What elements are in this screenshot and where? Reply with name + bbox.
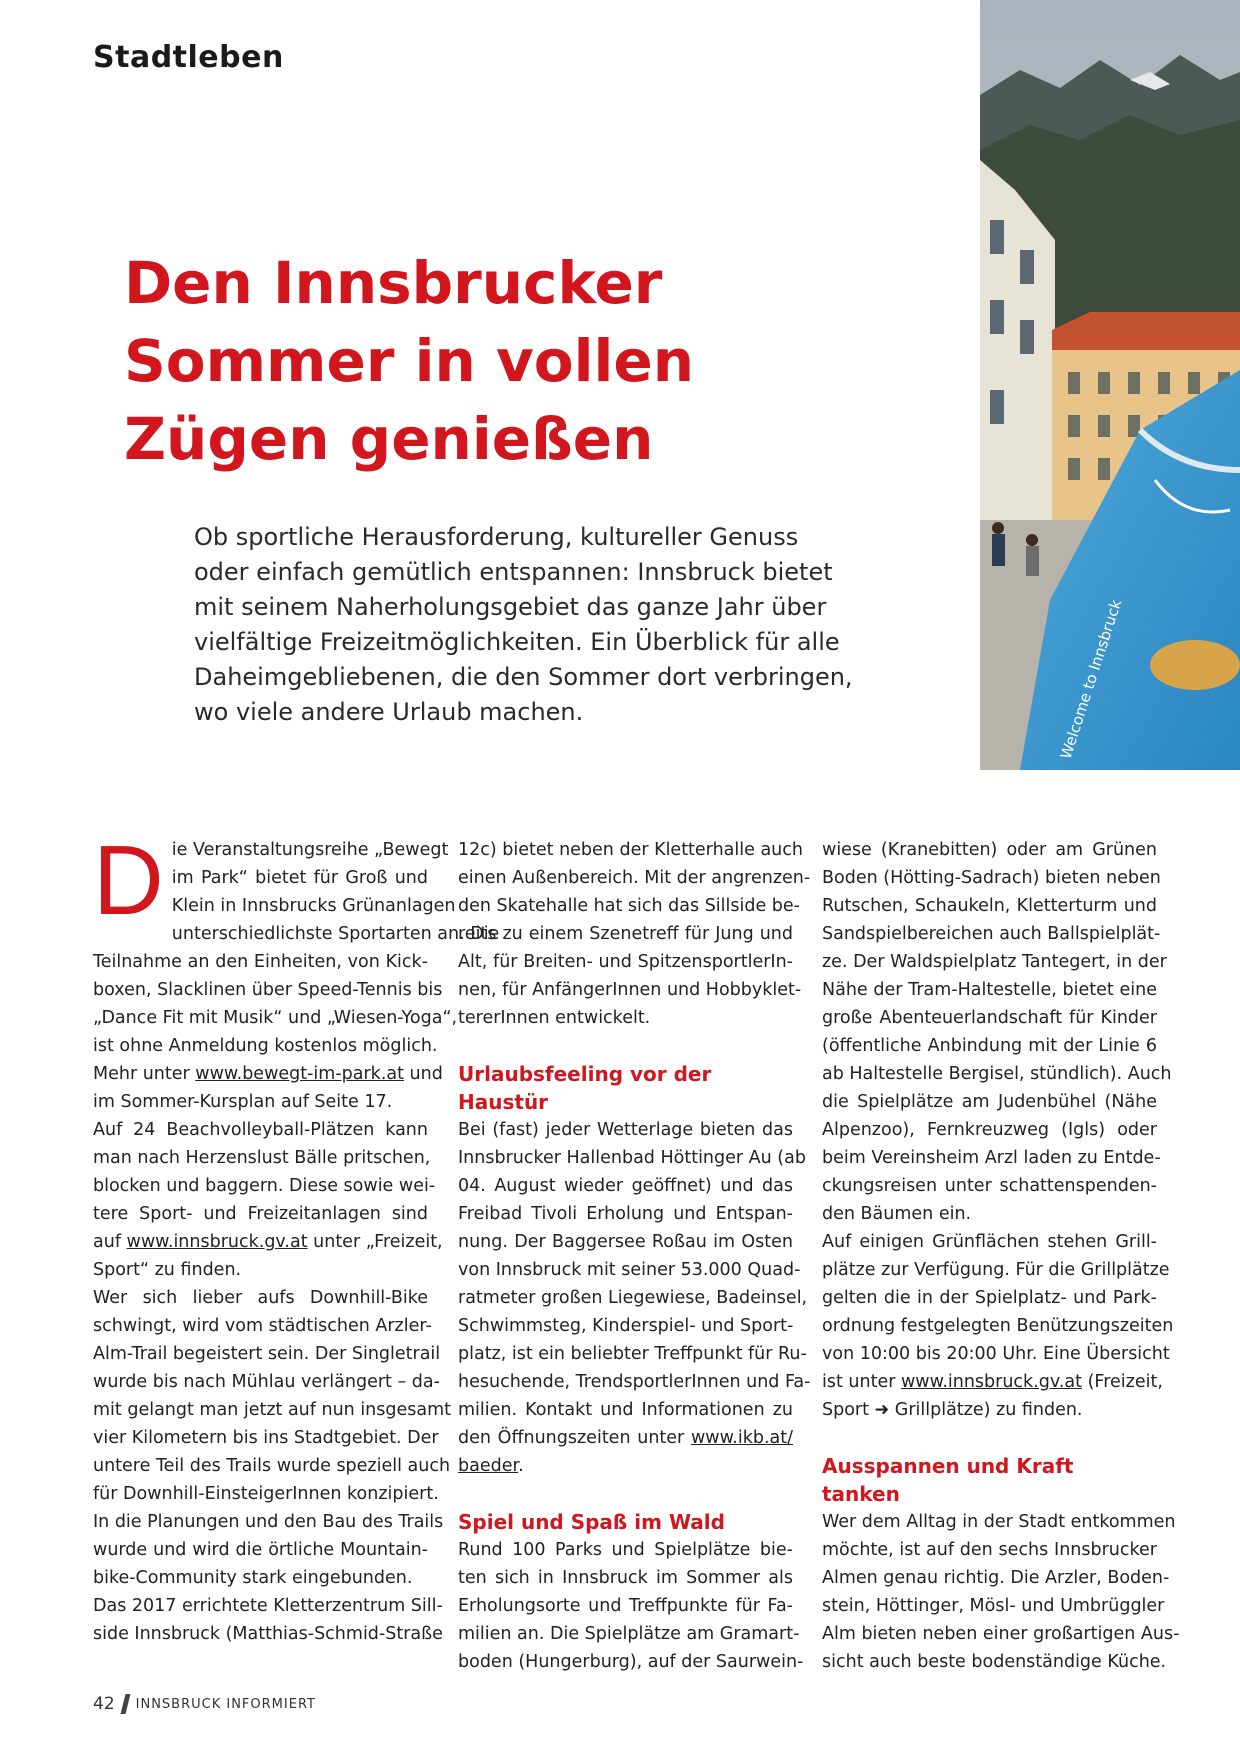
text-line: Auf einigen Grünflächen stehen Grill- bbox=[822, 1232, 1157, 1252]
text-line: reits zu einem Szenetreff für Jung und bbox=[458, 924, 793, 944]
text-line: ie Veranstaltungsreihe „Bewegt bbox=[171, 840, 449, 860]
text-line: 12c) bietet neben der Kletterhalle auch bbox=[458, 840, 803, 860]
text-line: ordnung festgelegten Benützungszeiten bbox=[822, 1316, 1174, 1336]
text-line: auf www.innsbruck.gv.at unter „Freizeit, bbox=[93, 1232, 443, 1252]
lead-line: oder einfach gemütlich entspannen: Innsbruck bietet bbox=[194, 558, 833, 586]
text-line: ze. Der Waldspielplatz Tantegert, in der bbox=[822, 952, 1167, 972]
text-line: den Skatehalle hat sich das Sillside be- bbox=[458, 896, 800, 916]
text-line: Alt, für Breiten- und SpitzensportlerIn- bbox=[458, 952, 793, 972]
text-line: Almen genau richtig. Die Arzler, Boden- bbox=[822, 1568, 1170, 1588]
text-line: blocken und baggern. Diese sowie wei- bbox=[93, 1176, 436, 1196]
link-innsbruck-gv-grill[interactable]: www.innsbruck.gv.at bbox=[900, 1372, 1083, 1392]
lead-line: wo viele andere Urlaub machen. bbox=[194, 698, 584, 726]
text-line: Erholungsorte und Treffpunkte für Fa- bbox=[458, 1596, 793, 1616]
text-line: ckungsreisen unter schattenspenden- bbox=[822, 1176, 1157, 1196]
text-line: möchte, ist auf den sechs Innsbrucker bbox=[822, 1540, 1157, 1560]
text-line: Alm bieten neben einer großartigen Aus- bbox=[822, 1624, 1180, 1644]
text-line: ten sich in Innsbruck im Sommer als bbox=[458, 1568, 793, 1588]
text-line: den Öffnungszeiten unter www.ikb.at/ bbox=[458, 1428, 793, 1448]
text-line: tere Sport- und Freizeitanlagen sind bbox=[93, 1204, 428, 1224]
text-line: Teilnahme an den Einheiten, von Kick- bbox=[93, 952, 428, 972]
text-line: den Bäumen ein. bbox=[822, 1204, 972, 1224]
text-line: Wer sich lieber aufs Downhill-Bike bbox=[93, 1288, 428, 1308]
text-line: Wer dem Alltag in der Stadt entkommen bbox=[822, 1512, 1176, 1532]
headline-line: Sommer in vollen bbox=[124, 327, 695, 395]
text-line: große Abenteuerlandschaft für Kinder bbox=[822, 1008, 1157, 1028]
text-line: schwingt, wird vom städtischen Arzler- bbox=[93, 1316, 432, 1336]
sign-small-text: Welcome to Innsbruck bbox=[1056, 597, 1126, 762]
text-line: plätze zur Verfügung. Für die Grillplätze bbox=[822, 1260, 1170, 1280]
dropcap: D bbox=[93, 825, 164, 935]
text-line: sicht auch beste bodenständige Küche. bbox=[822, 1652, 1167, 1672]
text-line: Nähe der Tram-Haltestelle, bietet eine bbox=[822, 980, 1157, 1000]
text-line: ist ohne Anmeldung kostenlos möglich. bbox=[93, 1036, 438, 1056]
text-line: beim Vereinsheim Arzl laden zu Entde- bbox=[822, 1148, 1161, 1168]
text-line: boxen, Slacklinen über Speed-Tennis bis bbox=[93, 980, 443, 1000]
text-line: In die Planungen und den Bau des Trails bbox=[93, 1512, 444, 1532]
text-line: Rutschen, Schaukeln, Kletterturm und bbox=[822, 896, 1157, 916]
link-bewegt-im-park[interactable]: www.bewegt-im-park.at bbox=[195, 1064, 404, 1084]
page-footer bbox=[93, 1694, 316, 1714]
text-line: unterschiedlichste Sportarten an. Die bbox=[171, 924, 500, 944]
text-line: Bei (fast) jeder Wetterlage bieten das bbox=[458, 1120, 793, 1140]
text-line: Freibad Tivoli Erholung und Entspan- bbox=[458, 1204, 793, 1224]
text-line: einen Außenbereich. Mit der angrenzen- bbox=[458, 868, 811, 888]
text-line: side Innsbruck (Matthias-Schmid-Straße bbox=[93, 1624, 443, 1644]
text-line: Alm-Trail begeistert sein. Der Singletrail bbox=[93, 1344, 441, 1364]
text-line: Sport“ zu finden. bbox=[93, 1260, 242, 1280]
text-line: tererInnen entwickelt. bbox=[458, 1008, 651, 1028]
subheading-spiel-spass: Spiel und Spaß im Wald bbox=[458, 1510, 725, 1534]
link-innsbruck-gv[interactable]: www.innsbruck.gv.at bbox=[126, 1232, 308, 1252]
text-line: (öffentliche Anbindung mit der Linie 6 bbox=[822, 1036, 1157, 1056]
text-line: ist unter www.innsbruck.gv.at (Freizeit, bbox=[822, 1372, 1163, 1392]
text-line: baeder. bbox=[458, 1456, 524, 1476]
text-line: platz, ist ein beliebter Treffpunkt für Ru- bbox=[458, 1344, 807, 1364]
text-line: nen, für AnfängerInnen und Hobbyklet- bbox=[458, 980, 802, 1000]
text-line: Sport ➜ Grillplätze) zu finden. bbox=[822, 1400, 1083, 1420]
link-ikb-baeder-cont[interactable]: baeder bbox=[458, 1456, 519, 1476]
text-line: bike-Community stark eingebunden. bbox=[93, 1568, 413, 1588]
text-line: Boden (Hötting-Sadrach) bieten neben bbox=[822, 868, 1161, 888]
headline-line: Den Innsbrucker bbox=[124, 249, 663, 317]
text-line: ratmeter großen Liegewiese, Badeinsel, bbox=[458, 1288, 808, 1308]
lead-line: Ob sportliche Herausforderung, kultureller Genuss bbox=[194, 523, 799, 551]
subheading-urlaubsfeeling: Urlaubsfeeling vor der Haustür bbox=[458, 1062, 712, 1114]
text-line: man nach Herzenslust Bälle pritschen, bbox=[93, 1148, 431, 1168]
section-label: Stadtleben bbox=[93, 40, 284, 75]
text-line: Das 2017 errichtete Kletterzentrum Sill- bbox=[93, 1596, 443, 1616]
hero-photo bbox=[980, 0, 1240, 770]
text-line: milien. Kontakt und Informationen zu bbox=[458, 1400, 793, 1420]
text-line: vier Kilometern bis ins Stadtgebiet. Der bbox=[93, 1428, 439, 1448]
lead-line: Daheimgebliebenen, die den Sommer dort verbringen, bbox=[194, 663, 853, 691]
text-line: boden (Hungerburg), auf der Saurwein- bbox=[458, 1652, 804, 1672]
publication-name: INNSBRUCK INFORMIERT bbox=[135, 1696, 316, 1712]
text-line: stein, Höttinger, Mösl- und Umbrüggler bbox=[822, 1596, 1165, 1616]
text-line: die Spielplätze am Judenbühel (Nähe bbox=[822, 1092, 1157, 1112]
column-2 bbox=[458, 836, 811, 1676]
lead-line: vielfältige Freizeitmöglichkeiten. Ein Überblick für alle bbox=[194, 628, 840, 656]
text-line: mit gelangt man jetzt auf nun insgesamt bbox=[93, 1400, 452, 1420]
text-line: Mehr unter www.bewegt-im-park.at und bbox=[93, 1064, 443, 1084]
text-line: im Sommer-Kursplan auf Seite 17. bbox=[93, 1092, 393, 1112]
text-line: Rund 100 Parks und Spielplätze bie- bbox=[458, 1540, 793, 1560]
column-3 bbox=[822, 836, 1180, 1676]
text-line: untere Teil des Trails wurde speziell auch bbox=[93, 1456, 451, 1476]
text-line: milien an. Die Spielplätze am Gramart- bbox=[458, 1624, 800, 1644]
text-line: Innsbrucker Hallenbad Höttinger Au (ab bbox=[458, 1148, 806, 1168]
text-line: im Park“ bietet für Groß und bbox=[171, 868, 428, 888]
text-line: wurde bis nach Mühlau verlängert – da- bbox=[93, 1372, 440, 1392]
text-line: von 10:00 bis 20:00 Uhr. Eine Übersicht bbox=[822, 1344, 1170, 1364]
page-number: 42 bbox=[93, 1694, 115, 1714]
lead-paragraph bbox=[194, 520, 853, 730]
headline-line: Zügen genießen bbox=[124, 405, 654, 473]
text-line: für Downhill-EinsteigerInnen konzipiert. bbox=[93, 1484, 439, 1504]
lead-line: mit seinem Naherholungsgebiet das ganze Jahr über bbox=[194, 593, 827, 621]
headline bbox=[124, 244, 924, 478]
text-line: Auf 24 Beachvolleyball-Plätzen kann bbox=[93, 1120, 428, 1140]
text-line: „Dance Fit mit Musik“ und „Wiesen-Yoga“, bbox=[93, 1008, 458, 1028]
separator-slash bbox=[120, 1694, 130, 1714]
text-line: ab Haltestelle Bergisel, stündlich). Auch bbox=[822, 1064, 1172, 1084]
text-line: Sandspielbereichen auch Ballspielplät- bbox=[822, 924, 1161, 944]
text-line: Alpenzoo), Fernkreuzweg (Igls) oder bbox=[822, 1120, 1157, 1140]
city-photo-illustration bbox=[980, 0, 1240, 770]
text-line: nung. Der Baggersee Roßau im Osten bbox=[458, 1232, 793, 1252]
text-line: Klein in Innsbrucks Grünanlagen bbox=[171, 896, 456, 916]
link-ikb-baeder[interactable]: www.ikb.at/ bbox=[690, 1428, 793, 1448]
text-line: Schwimmsteg, Kinderspiel- und Sport- bbox=[458, 1316, 794, 1336]
text-line: von Innsbruck mit seiner 53.000 Quad- bbox=[458, 1260, 801, 1280]
text-line: gelten die in der Spielplatz- und Park- bbox=[822, 1288, 1157, 1308]
text-line: wiese (Kranebitten) oder am Grünen bbox=[822, 840, 1157, 860]
text-line: hesuchende, TrendsportlerInnen und Fa- bbox=[458, 1372, 811, 1392]
text-line: wurde und wird die örtliche Mountain- bbox=[93, 1540, 428, 1560]
text-line: 04. August wieder geöffnet) und das bbox=[458, 1176, 793, 1196]
subheading-ausspannen: Ausspannen und Kraft tanken bbox=[822, 1454, 1074, 1506]
